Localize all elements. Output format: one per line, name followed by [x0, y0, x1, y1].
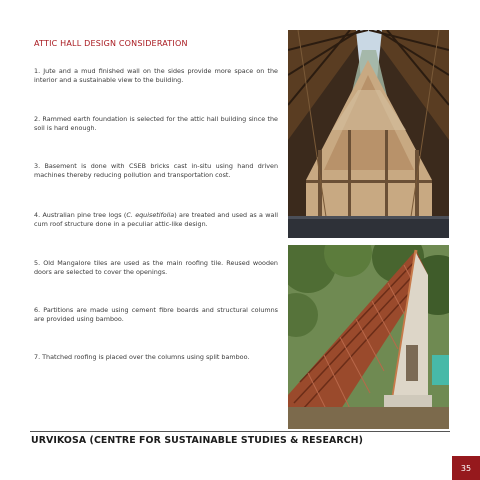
list-item	[34, 211, 278, 229]
attic-hall-interior-photo	[288, 30, 449, 238]
list-item: 1. Jute and a mud finished wall on the sides provide more space on the interior and a sustainable view to the building.	[34, 67, 278, 84]
attic-hall-exterior-photo	[288, 245, 449, 429]
footer-divider	[30, 431, 450, 432]
list-item: 7. Thatched roofing is placed over the columns using split bamboo.	[34, 353, 250, 361]
species-name: C. equisetifolia	[126, 211, 175, 219]
list-item: 5. Old Mangalore tiles are used as the main roofing tile. Reused wooden doors are selected to cover the openings.	[34, 259, 278, 276]
section-heading: ATTIC HALL DESIGN CONSIDERATION	[34, 39, 188, 48]
footer-title: URVIKOSA (CENTRE FOR SUSTAINABLE STUDIES & RESEARCH)	[31, 435, 363, 446]
list-item: 2. Rammed earth foundation is selected for the attic hall building since the soil is hard enough.	[34, 115, 278, 132]
item-text: ) are treated and used as a wall cum roof structure done in a peculiar attic-like design.	[34, 211, 278, 228]
list-item: 6. Partitions are made using cement fibre boards and structural columns are provided using bamboo.	[34, 306, 278, 323]
item-text: 4. Australian pine tree logs (	[34, 211, 127, 219]
page-number: 35	[452, 456, 480, 480]
list-item: 3. Basement is done with CSEB bricks cast in-situ using hand driven machines thereby reducing pollution and transportation cost.	[34, 162, 278, 179]
